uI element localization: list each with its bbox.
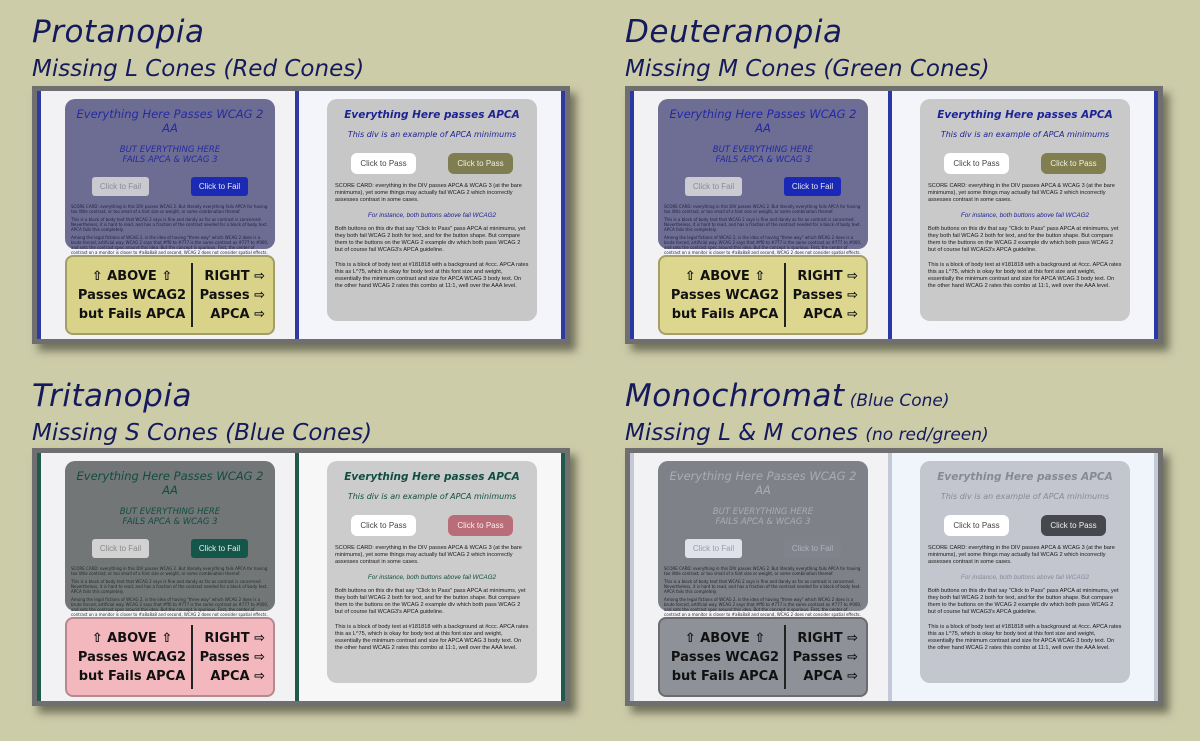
click-to-pass-dark-button[interactable]: Click to Pass <box>1041 515 1105 536</box>
note-right-line-3: APCA ⇨ <box>803 306 858 322</box>
wcag-sub-line-2: FAILS APCA & WCAG 3 <box>122 517 218 527</box>
apca-instance-note: For instance, both buttons above fail WCAG2 <box>367 211 497 219</box>
panel-subtitle-note: (no red/green) <box>865 425 989 445</box>
wcag-sub-line-2: FAILS APCA & WCAG 3 <box>122 155 218 165</box>
note-above-line-3: but Fails APCA <box>78 306 186 322</box>
wcag-pane <box>630 453 892 701</box>
apca-button-row <box>335 515 529 536</box>
apca-pane <box>299 91 565 339</box>
note-right-line-1: RIGHT ⇨ <box>797 630 858 646</box>
note-above-line-2: Passes WCAG2 <box>670 287 780 303</box>
apca-score-card: SCORE CARD: everything in the DIV passes APCA & WCAG 3 (at the bare minimums), yet some things may actually fail WCAG 2 which incorrectly assesses contrast in some cases. <box>928 545 1115 566</box>
note-above <box>67 267 191 324</box>
wcag-sub-line-2: FAILS APCA & WCAG 3 <box>715 517 811 527</box>
panel-subtitle <box>625 420 989 446</box>
comparison-note <box>658 255 868 335</box>
apca-body-para-2: This is a block of body text at #181818 with a background at #ccc. APCA rates this as L^75, which is okay for body text at this font size and weight, essentially the minimum contrast and size for APCA WCAG 3 body text. On the other hand WCAG 2 rates this combo at 11:1, well over the AAA level. <box>335 623 529 652</box>
wcag-subheading <box>71 145 269 165</box>
wcag-legal-para: Among the legal fictions of WCAG 2, is the idea of having "three way" which WCAG 2 does is a brute forced, artificial way. WCAG 2 says that #ff0 to #777 is the same contrast as #777 to #000, and sets the contrast spec around this idea. But the concept is spurious. First, the center of contrast on a monitor is closer to #a8a8a8 and second, WCAG 2 does not consider spatial effects. <box>71 597 269 617</box>
apca-pane <box>299 453 565 701</box>
note-right <box>193 267 273 324</box>
note-above-line-1: ⇧ ABOVE ⇧ <box>91 630 173 646</box>
click-to-fail-dark-button[interactable]: Click to Fail <box>784 177 841 196</box>
wcag-legal-para: Among the legal fictions of WCAG 2, is the idea of having "three way" which WCAG 2 does is a brute forced, artificial way. WCAG 2 says that #ff0 to #777 is the same contrast as #777 to #000, and sets the contrast spec around this idea. But the concept is spurious. First, the center of contrast on a monitor is closer to #a8a8a8 and second, WCAG 2 does not consider spatial effects. <box>71 235 269 255</box>
apca-body-text <box>335 183 529 290</box>
screenshot-frame <box>32 86 570 344</box>
panel-subtitle-text: Missing L Cones (Red Cones) <box>32 56 365 82</box>
apca-heading: Everything Here passes APCA <box>937 471 1113 483</box>
wcag-heading: Everything Here Passes WCAG 2 AA <box>669 469 857 497</box>
comparison-note <box>65 255 275 335</box>
apca-body-para-1: Both buttons on this div that say "Click to Pass" pass APCA at minimums, yet they both fail WCAG 2 both for text, and for the button shape. But compare them to the buttons on the WCAG 2 example div which both pass WCAG 2 but of course fail WCAG3's APCA guideline. <box>928 225 1119 254</box>
apca-button-row <box>928 515 1122 536</box>
click-to-fail-dark-button[interactable]: Click to Fail <box>191 539 248 558</box>
wcag-body-para: This is a block of body text that WCAG 2 says is fine and dandy as far as contrast is concerned. Nevertheless, it is hard to read, and has a fraction of the contrast needed for a block of body text. APCA fails this completely. <box>71 217 268 232</box>
apca-body-text <box>335 545 529 652</box>
apca-subheading: This div is an example of APCA minimums <box>347 130 517 139</box>
note-right-line-3: APCA ⇨ <box>803 668 858 684</box>
apca-subheading: This div is an example of APCA minimums <box>347 492 517 501</box>
screenshot-frame <box>625 86 1163 344</box>
apca-instance-note: For instance, both buttons above fail WCAG2 <box>367 573 497 581</box>
apca-example-box <box>327 461 537 683</box>
click-to-fail-light-button[interactable]: Click to Fail <box>92 539 149 558</box>
note-right-line-2: Passes ⇨ <box>199 649 265 665</box>
apca-instance-note: For instance, both buttons above fail WCAG2 <box>960 573 1090 581</box>
wcag-example-box <box>658 461 868 617</box>
wcag-small-text <box>71 566 269 617</box>
apca-body-para-2: This is a block of body text at #181818 with a background at #ccc. APCA rates this as L^75, which is okay for body text at this font size and weight, essentially the minimum contrast and size for APCA WCAG 3 body text. On the other hand WCAG 2 rates this combo at 11:1, well over the AAA level. <box>928 623 1122 652</box>
note-right-line-2: Passes ⇨ <box>792 287 858 303</box>
click-to-fail-dark-button[interactable]: Click to Fail <box>784 539 841 558</box>
comparison-note <box>658 617 868 697</box>
wcag-example-box <box>65 99 275 255</box>
apca-score-card: SCORE CARD: everything in the DIV passes APCA & WCAG 3 (at the bare minimums), yet some things may actually fail WCAG 2 which incorrectly assesses contrast in some cases. <box>335 183 522 204</box>
note-right <box>193 629 273 686</box>
wcag-small-text <box>664 566 862 617</box>
note-right <box>786 267 866 324</box>
note-above-line-3: but Fails APCA <box>671 668 779 684</box>
click-to-pass-dark-button[interactable]: Click to Pass <box>448 153 512 174</box>
panel-title-note: (Blue Cone) <box>849 391 950 411</box>
wcag-example-box <box>65 461 275 617</box>
click-to-fail-light-button[interactable]: Click to Fail <box>685 539 742 558</box>
apca-score-card: SCORE CARD: everything in the DIV passes APCA & WCAG 3 (at the bare minimums), yet some things may actually fail WCAG 2 which incorrectly assesses contrast in some cases. <box>335 545 522 566</box>
wcag-pane <box>630 91 892 339</box>
apca-heading: Everything Here passes APCA <box>344 471 520 483</box>
apca-example-box <box>920 99 1130 321</box>
wcag-score-card: SCORE CARD: everything in this DIV passes WCAG 2. But literally everything fails APCA for having too little contrast, or too small of a font size or weight, or some combination thereof. <box>664 566 861 576</box>
note-above <box>660 267 784 324</box>
click-to-fail-light-button[interactable]: Click to Fail <box>685 177 742 196</box>
wcag-pane <box>37 453 299 701</box>
click-to-pass-light-button[interactable]: Click to Pass <box>351 515 415 536</box>
note-right-line-1: RIGHT ⇨ <box>797 268 858 284</box>
wcag-legal-para: Among the legal fictions of WCAG 2, is the idea of having "three way" which WCAG 2 does is a brute forced, artificial way. WCAG 2 says that #ff0 to #777 is the same contrast as #777 to #000, and sets the contrast spec around this idea. But the concept is spurious. First, the center of contrast on a monitor is closer to #a8a8a8 and second, WCAG 2 does not consider spatial effects. <box>664 235 862 255</box>
wcag-body-para: This is a block of body text that WCAG 2 says is fine and dandy as far as contrast is concerned. Nevertheless, it is hard to read, and has a fraction of the contrast needed for a block of body text. APCA fails this completely. <box>71 579 268 594</box>
note-above <box>67 629 191 686</box>
apca-score-card: SCORE CARD: everything in the DIV passes APCA & WCAG 3 (at the bare minimums), yet some things may actually fail WCAG 2 which incorrectly assesses contrast in some cases. <box>928 183 1115 204</box>
screenshot-frame <box>32 448 570 706</box>
panel-title-text: Protanopia <box>32 14 205 50</box>
panel-subtitle-text: Missing S Cones (Blue Cones) <box>32 420 373 446</box>
note-above-line-3: but Fails APCA <box>671 306 779 322</box>
panel-subtitle-text: Missing M Cones (Green Cones) <box>625 56 990 82</box>
wcag-heading: Everything Here Passes WCAG 2 AA <box>669 107 857 135</box>
click-to-pass-light-button[interactable]: Click to Pass <box>944 515 1008 536</box>
apca-body-text <box>928 183 1122 290</box>
note-right <box>786 629 866 686</box>
wcag-button-row <box>71 177 269 196</box>
wcag-score-card: SCORE CARD: everything in this DIV passes WCAG 2. But literally everything fails APCA for having too little contrast, or too small of a font size or weight, or some combination thereof. <box>71 566 268 576</box>
wcag-small-text <box>664 204 862 255</box>
wcag-body-para: This is a block of body text that WCAG 2 says is fine and dandy as far as contrast is concerned. Nevertheless, it is hard to read, and has a fraction of the contrast needed for a block of body text. APCA fails this completely. <box>664 579 861 594</box>
note-right-line-2: Passes ⇨ <box>792 649 858 665</box>
note-above-line-2: Passes WCAG2 <box>670 649 780 665</box>
panel-title-text: Monochromat <box>625 378 845 414</box>
apca-instance-note: For instance, both buttons above fail WCAG2 <box>960 211 1090 219</box>
panel-subtitle <box>32 420 372 446</box>
apca-body-text <box>928 545 1122 652</box>
apca-subheading: This div is an example of APCA minimums <box>940 492 1110 501</box>
wcag-legal-para: Among the legal fictions of WCAG 2, is the idea of having "three way" which WCAG 2 does is a brute forced, artificial way. WCAG 2 says that #ff0 to #777 is the same contrast as #777 to #000, and sets the contrast spec around this idea. But the concept is spurious. First, the center of contrast on a monitor is closer to #a8a8a8 and second, WCAG 2 does not consider spatial effects. <box>664 597 862 617</box>
apca-heading: Everything Here passes APCA <box>937 109 1113 121</box>
note-right-line-2: Passes ⇨ <box>199 287 265 303</box>
panel-title <box>32 378 192 414</box>
note-above-line-2: Passes WCAG2 <box>77 649 187 665</box>
note-above-line-1: ⇧ ABOVE ⇧ <box>684 630 766 646</box>
panel-title-text: Tritanopia <box>32 378 192 414</box>
note-above-line-3: but Fails APCA <box>78 668 186 684</box>
wcag-sub-line-1: BUT EVERYTHING HERE <box>119 145 221 155</box>
panel-subtitle <box>32 56 364 82</box>
click-to-fail-dark-button[interactable]: Click to Fail <box>191 177 248 196</box>
note-above <box>660 629 784 686</box>
wcag-sub-line-1: BUT EVERYTHING HERE <box>119 507 221 517</box>
apca-body-para-1: Both buttons on this div that say "Click to Pass" pass APCA at minimums, yet they both fail WCAG 2 both for text, and for the button shape. But compare them to the buttons on the WCAG 2 example div which both pass WCAG 2 but of course fail WCAG3's APCA guideline. <box>335 225 526 254</box>
note-right-line-3: APCA ⇨ <box>210 668 265 684</box>
note-above-line-1: ⇧ ABOVE ⇧ <box>684 268 766 284</box>
click-to-pass-dark-button[interactable]: Click to Pass <box>448 515 512 536</box>
wcag-sub-line-1: BUT EVERYTHING HERE <box>712 145 814 155</box>
panel-title-text: Deuteranopia <box>625 14 843 50</box>
panel-subtitle <box>625 56 990 82</box>
panel-title <box>32 14 204 50</box>
note-right-line-1: RIGHT ⇨ <box>204 268 265 284</box>
comparison-note <box>65 617 275 697</box>
apca-heading: Everything Here passes APCA <box>344 109 520 121</box>
wcag-subheading <box>664 145 862 165</box>
wcag-button-row <box>664 539 862 558</box>
wcag-button-row <box>664 177 862 196</box>
note-right-line-1: RIGHT ⇨ <box>204 630 265 646</box>
panel-title <box>625 378 949 414</box>
click-to-pass-dark-button[interactable]: Click to Pass <box>1041 153 1105 174</box>
apca-example-box <box>920 461 1130 683</box>
apca-button-row <box>335 153 529 174</box>
wcag-button-row <box>71 539 269 558</box>
apca-body-para-2: This is a block of body text at #181818 with a background at #ccc. APCA rates this as L^75, which is okay for body text at this font size and weight, essentially the minimum contrast and size for APCA WCAG 3 body text. On the other hand WCAG 2 rates this combo at 11:1, well over the AAA level. <box>335 261 529 290</box>
screenshot-frame <box>625 448 1163 706</box>
panel-subtitle-text: Missing L & M cones <box>625 420 859 446</box>
apca-body-para-1: Both buttons on this div that say "Click to Pass" pass APCA at minimums, yet they both fail WCAG 2 both for text, and for the button shape. But compare them to the buttons on the WCAG 2 example div which both pass WCAG 2 but of course fail WCAG3's APCA guideline. <box>335 587 526 616</box>
panel-title <box>625 14 842 50</box>
apca-pane <box>892 453 1158 701</box>
apca-body-para-2: This is a block of body text at #181818 with a background at #ccc. APCA rates this as L^75, which is okay for body text at this font size and weight, essentially the minimum contrast and size for APCA WCAG 3 body text. On the other hand WCAG 2 rates this combo at 11:1, well over the AAA level. <box>928 261 1122 290</box>
wcag-pane <box>37 91 299 339</box>
click-to-fail-light-button[interactable]: Click to Fail <box>92 177 149 196</box>
wcag-heading: Everything Here Passes WCAG 2 AA <box>76 469 264 497</box>
apca-subheading: This div is an example of APCA minimums <box>940 130 1110 139</box>
note-above-line-2: Passes WCAG2 <box>77 287 187 303</box>
wcag-sub-line-2: FAILS APCA & WCAG 3 <box>715 155 811 165</box>
apca-body-para-1: Both buttons on this div that say "Click to Pass" pass APCA at minimums, yet they both fail WCAG 2 both for text, and for the button shape. But compare them to the buttons on the WCAG 2 example div which both pass WCAG 2 but of course fail WCAG3's APCA guideline. <box>928 587 1119 616</box>
wcag-example-box <box>658 99 868 255</box>
wcag-subheading <box>664 507 862 527</box>
wcag-body-para: This is a block of body text that WCAG 2 says is fine and dandy as far as contrast is concerned. Nevertheless, it is hard to read, and has a fraction of the contrast needed for a block of body text. APCA fails this completely. <box>664 217 861 232</box>
wcag-small-text <box>71 204 269 255</box>
wcag-score-card: SCORE CARD: everything in this DIV passes WCAG 2. But literally everything fails APCA for having too little contrast, or too small of a font size or weight, or some combination thereof. <box>664 204 861 214</box>
wcag-heading: Everything Here Passes WCAG 2 AA <box>76 107 264 135</box>
note-right-line-3: APCA ⇨ <box>210 306 265 322</box>
apca-example-box <box>327 99 537 321</box>
wcag-sub-line-1: BUT EVERYTHING HERE <box>712 507 814 517</box>
wcag-score-card: SCORE CARD: everything in this DIV passes WCAG 2. But literally everything fails APCA for having too little contrast, or too small of a font size or weight, or some combination thereof. <box>71 204 268 214</box>
click-to-pass-light-button[interactable]: Click to Pass <box>351 153 415 174</box>
click-to-pass-light-button[interactable]: Click to Pass <box>944 153 1008 174</box>
wcag-subheading <box>71 507 269 527</box>
apca-pane <box>892 91 1158 339</box>
apca-button-row <box>928 153 1122 174</box>
note-above-line-1: ⇧ ABOVE ⇧ <box>91 268 173 284</box>
